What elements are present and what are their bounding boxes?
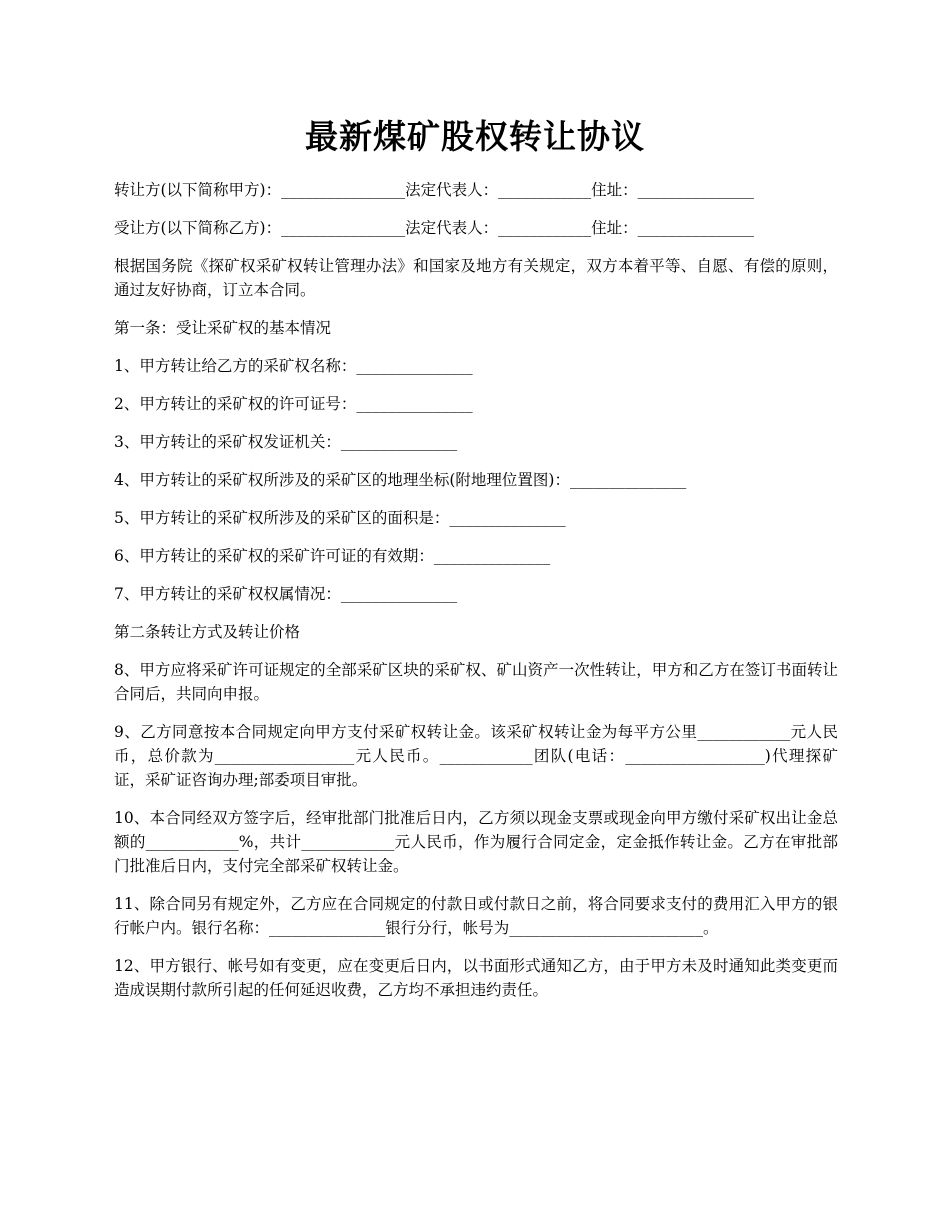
paragraph-transferee: 受让方(以下简称乙方)：________________法定代表人：____________住址：_______________ [114, 219, 754, 237]
section-heading-1: 第一条：受让采矿权的基本情况 [114, 319, 332, 337]
clause-10: 10、本合同经双方签字后，经审批部门批准后日内，乙方须以现金支票或现金向甲方缴付采矿权出让金总额的____________%，共计____________元人民币，作为履行合同定金，定金抵作转让金。乙方在审批部门批准后日内，支付完全部采矿权转让金。 [114, 809, 838, 875]
paragraph-preamble: 根据国务院《探矿权采矿权转让管理办法》和国家及地方有关规定，双方本着平等、自愿、有偿的原则，通过友好协商，订立本合同。 [114, 257, 838, 299]
clause-7: 7、甲方转让的采矿权权属情况：_______________ [114, 585, 458, 603]
clause-2: 2、甲方转让的采矿权的许可证号：_______________ [114, 395, 473, 413]
clause-3: 3、甲方转让的采矿权发证机关：_______________ [114, 433, 458, 451]
clause-8: 8、甲方应将采矿许可证规定的全部采矿区块的采矿权、矿山资产一次性转让，甲方和乙方在签订书面转让合同后，共同向申报。 [114, 661, 838, 703]
paragraph-transferor: 转让方(以下简称甲方)：________________法定代表人：____________住址：_______________ [114, 181, 754, 199]
clause-5: 5、甲方转让的采矿权所涉及的采矿区的面积是：_______________ [114, 509, 566, 527]
clause-9: 9、乙方同意按本合同规定向甲方支付采矿权转让金。该采矿权转让金为每平方公里____________元人民币，总价款为__________________元人民币。____________团队(电话：__________________)代理探矿证，采矿证咨询办理;部委项目审批。 [114, 723, 838, 789]
clause-4: 4、甲方转让的采矿权所涉及的采矿区的地理坐标(附地理位置图)：_______________ [114, 471, 687, 489]
clause-6: 6、甲方转让的采矿权的采矿许可证的有效期：_______________ [114, 547, 551, 565]
clause-11: 11、除合同另有规定外，乙方应在合同规定的付款日或付款日之前，将合同要求支付的费用汇入甲方的银行帐户内。银行名称：_______________银行分行，帐号为_________________________。 [114, 895, 838, 937]
clause-1: 1、甲方转让给乙方的采矿权名称：_______________ [114, 357, 473, 375]
document-body [114, 178, 838, 1016]
section-heading-2: 第二条转让方式及转让价格 [114, 623, 301, 641]
document-title: 最新煤矿股权转让协议 [305, 117, 645, 156]
clause-12: 12、甲方银行、帐号如有变更，应在变更后日内，以书面形式通知乙方，由于甲方未及时通知此类变更而造成误期付款所引起的任何延迟收费，乙方均不承担违约责任。 [114, 957, 838, 999]
